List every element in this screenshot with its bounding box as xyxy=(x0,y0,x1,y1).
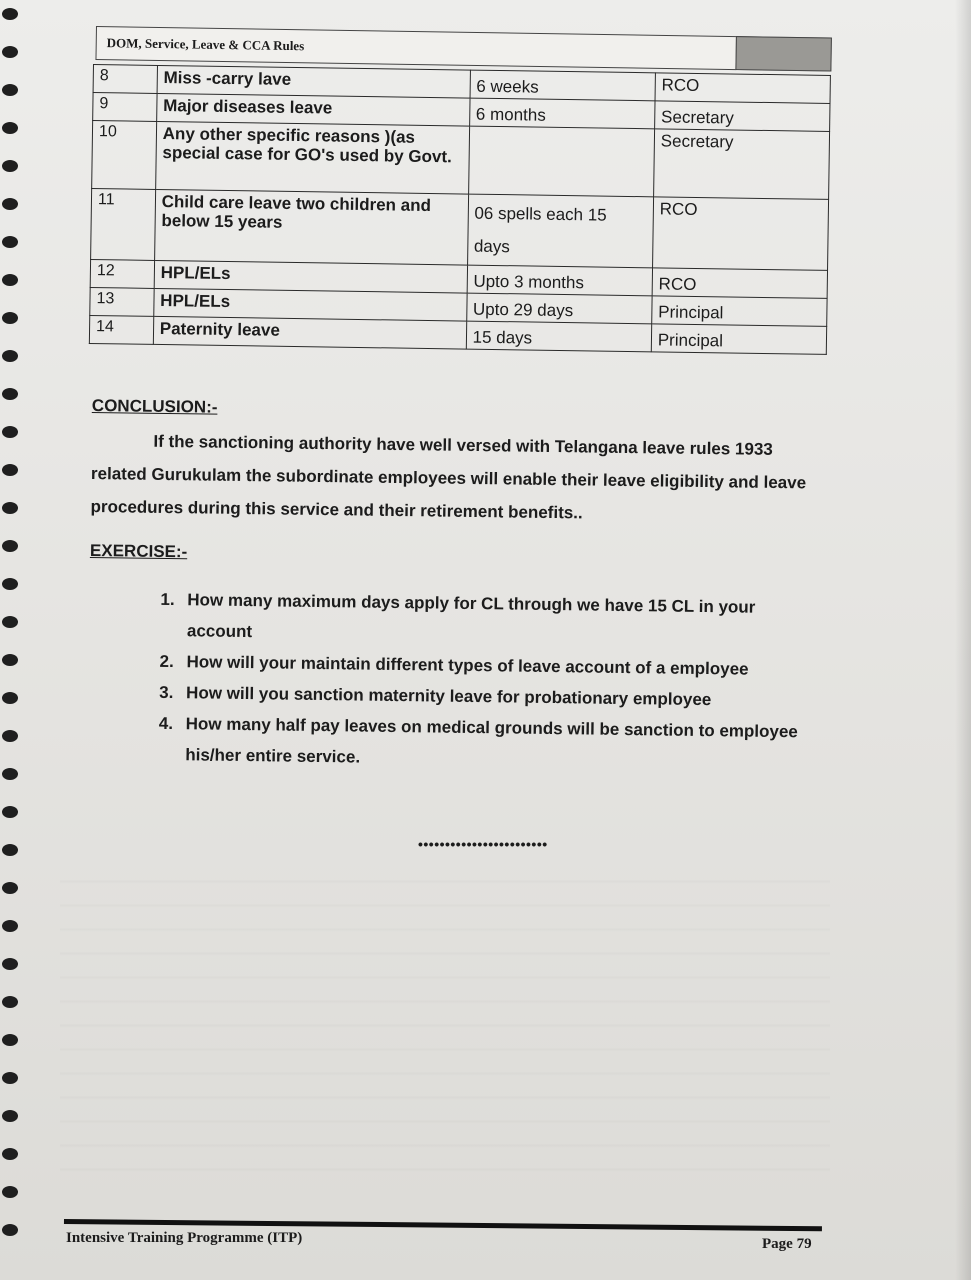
sanctioning-authority: Secretary xyxy=(654,101,830,132)
binding-ring xyxy=(2,540,18,552)
table-row xyxy=(91,189,829,271)
sanctioning-authority: RCO xyxy=(652,268,828,299)
binding-ring xyxy=(2,464,18,476)
binding-ring xyxy=(2,388,18,400)
footer-programme-name: Intensive Training Programme (ITP) xyxy=(66,1230,303,1246)
binding-ring xyxy=(2,654,18,666)
binding-ring xyxy=(2,1110,18,1122)
header-title: DOM, Service, Leave & CCA Rules xyxy=(106,35,305,54)
conclusion-text: If the sanctioning authority have well versed with Telangana leave rules 1933 related Gurukulam the subordinate employees will enable their leave eligibility and leave procedures during this service and their retirement benefits.. xyxy=(90,431,807,523)
sanctioning-authority: Principal xyxy=(651,324,827,355)
exercise-heading: EXERCISE:- xyxy=(89,540,188,562)
bleed-through-text xyxy=(60,860,830,1190)
spiral-binding xyxy=(0,0,26,1280)
leave-type: HPL/ELs xyxy=(154,289,467,322)
leave-type: Child care leave two children and below 15 years xyxy=(154,190,468,266)
row-number: 10 xyxy=(92,121,157,190)
sanctioning-authority: RCO xyxy=(655,73,831,104)
binding-ring xyxy=(2,236,18,248)
binding-ring xyxy=(2,198,18,210)
leave-type: Miss -carry lave xyxy=(157,65,470,98)
leave-table xyxy=(89,64,831,355)
binding-ring xyxy=(2,46,18,58)
leave-type: Any other specific reasons )(as special case for GO's used by Govt. xyxy=(155,122,469,195)
leave-period: 15 days xyxy=(466,321,652,352)
binding-ring xyxy=(2,996,18,1008)
list-item: 2. How will your maintain different types of leave account of a employee xyxy=(178,646,808,685)
leave-type: Paternity leave xyxy=(153,317,466,350)
conclusion-heading: CONCLUSION:- xyxy=(91,396,218,417)
list-item: 3. How will you sanction maternity leave for probationary employee xyxy=(178,677,808,716)
sanctioning-authority: Secretary xyxy=(653,129,829,200)
header-title-box xyxy=(95,26,736,70)
leave-table-container xyxy=(89,64,831,355)
binding-ring xyxy=(2,1072,18,1084)
binding-ring xyxy=(2,578,18,590)
row-number: 14 xyxy=(89,316,153,345)
binding-ring xyxy=(2,806,18,818)
leave-period: Upto 3 months xyxy=(467,265,653,296)
leave-period: Upto 29 days xyxy=(466,293,652,324)
row-number: 12 xyxy=(90,260,154,289)
list-item: 1. How many maximum days apply for CL through we have 15 CL in your account xyxy=(179,584,810,654)
binding-ring xyxy=(2,882,18,894)
binding-ring xyxy=(2,920,18,932)
binding-ring xyxy=(2,730,18,742)
binding-ring xyxy=(2,84,18,96)
binding-ring xyxy=(2,122,18,134)
binding-ring xyxy=(2,1148,18,1160)
binding-ring xyxy=(2,312,18,324)
page-number: Page 79 xyxy=(762,1236,812,1252)
header-shaded-block xyxy=(735,36,832,72)
leave-period: 06 spells each 15 days xyxy=(467,194,653,268)
sanctioning-authority: Principal xyxy=(652,296,828,327)
leave-period: 6 months xyxy=(469,98,655,129)
binding-ring xyxy=(2,274,18,286)
leave-type: Major diseases leave xyxy=(156,93,469,126)
binding-ring xyxy=(2,1034,18,1046)
table-row xyxy=(92,121,830,200)
section-separator: •••••••••••••••••••••••• xyxy=(418,836,548,852)
leave-period: 6 weeks xyxy=(470,70,656,101)
binding-ring xyxy=(2,1186,18,1198)
list-item: 4. How many half pay leaves on medical grounds will be sanction to employee his/her entire service. xyxy=(177,708,808,778)
page-edge-shadow xyxy=(955,0,971,1280)
row-number: 8 xyxy=(93,65,157,94)
binding-ring xyxy=(2,692,18,704)
leave-period xyxy=(468,126,654,197)
binding-ring xyxy=(2,8,18,20)
binding-ring xyxy=(2,350,18,362)
binding-ring xyxy=(2,502,18,514)
binding-ring xyxy=(2,616,18,628)
exercise-list xyxy=(87,583,809,778)
row-number: 11 xyxy=(91,189,156,261)
row-number: 13 xyxy=(90,288,154,317)
leave-type: HPL/ELs xyxy=(154,260,467,293)
binding-ring xyxy=(2,768,18,780)
binding-ring xyxy=(2,1224,18,1236)
sanctioning-authority: RCO xyxy=(652,197,828,271)
binding-ring xyxy=(2,844,18,856)
row-number: 9 xyxy=(93,93,157,122)
binding-ring xyxy=(2,426,18,438)
binding-ring xyxy=(2,160,18,172)
body-content xyxy=(87,396,812,778)
binding-ring xyxy=(2,958,18,970)
